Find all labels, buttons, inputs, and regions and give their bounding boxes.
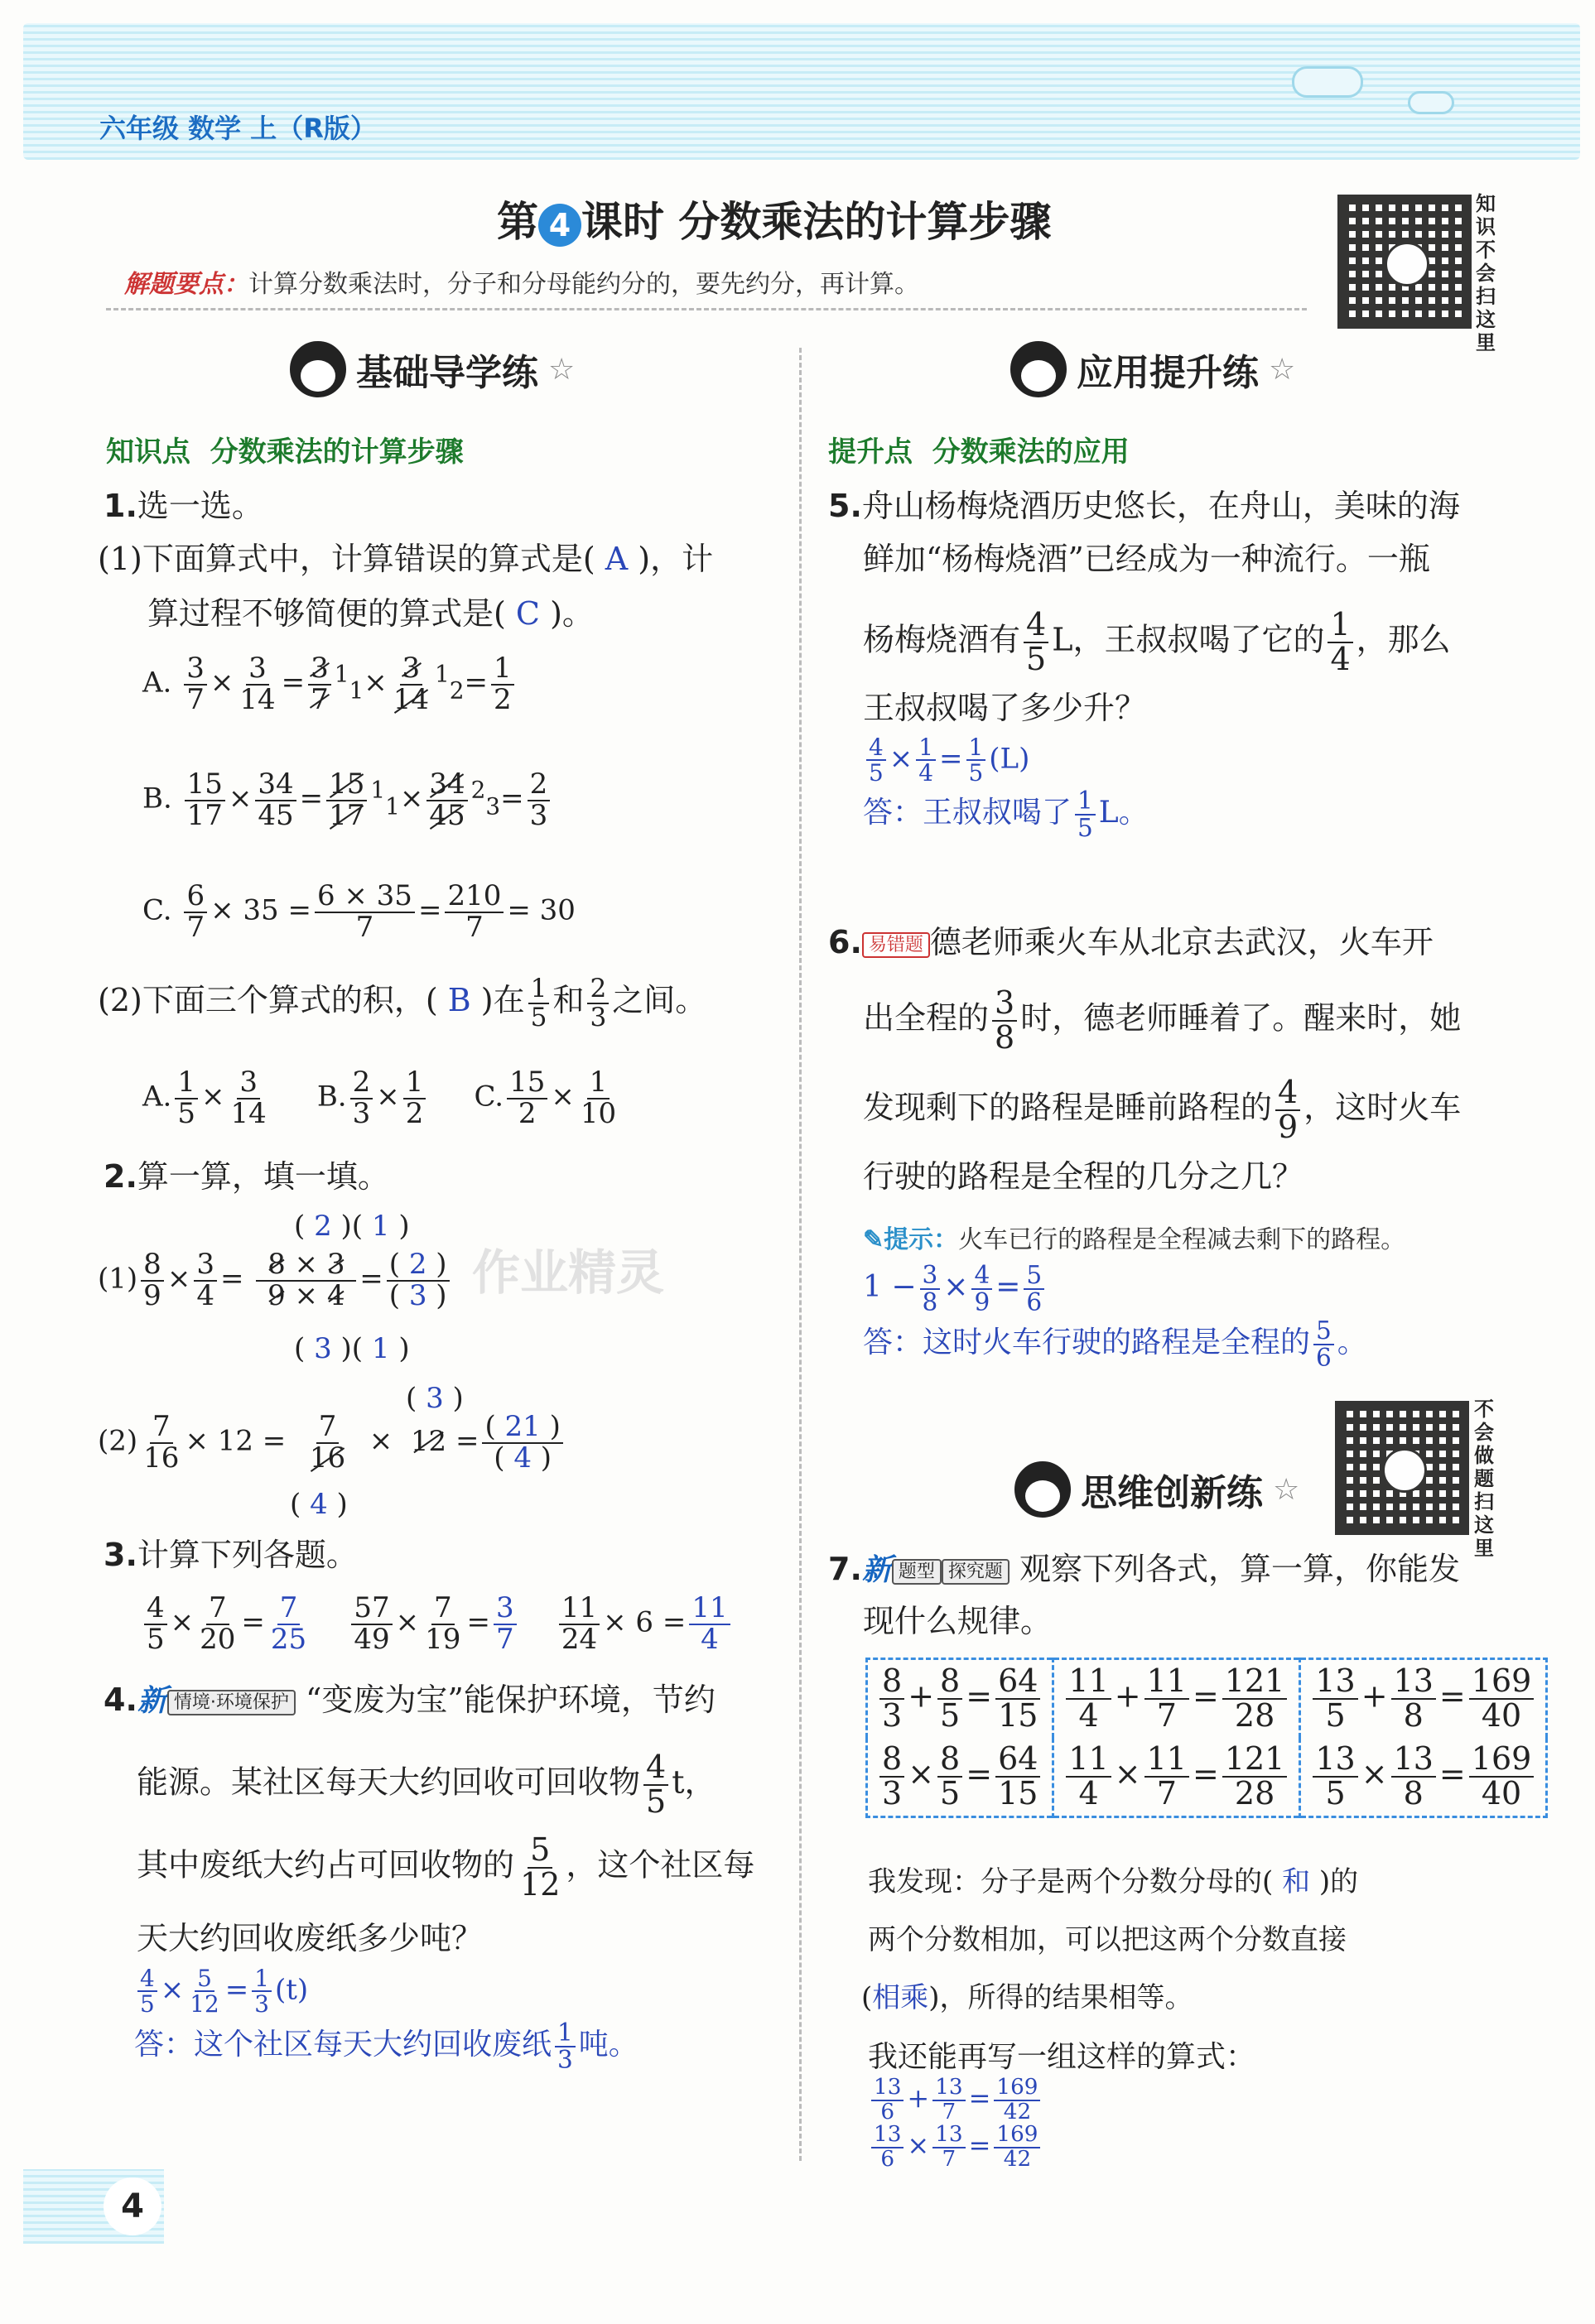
q6-line1: 6. 易错题 德老师乘火车从北京去武汉，火车开: [828, 924, 1434, 960]
q1-part2-options: A. $\frac{1}{5}$ × $\frac{3}{14}$ B. $\frac{2}{3}$ × $\frac{1}{2}$ C. $\frac{15}{2}$ × $\frac{1}{10}$: [142, 1066, 617, 1130]
watermark: 作业精灵: [472, 1244, 665, 1301]
star-icon: ☆: [548, 352, 576, 387]
q1-option-c: C. $\frac{6}{7}$ × 35 = $\frac{6 \times 35}{7}$ = $\frac{210}{7}$ = 30: [142, 879, 576, 944]
star-icon: ☆: [1273, 1472, 1300, 1507]
q6-line4: 行驶的路程是全程的几分之几？: [863, 1158, 1304, 1195]
header-divider: [106, 308, 1307, 310]
q2-1-expression: (1) $\frac{8}{9}$ × $\frac{3}{4}$ = $\frac{8 \times 3}{9 \times 4}$ = $\frac{( 2 )}{( 3 )}$: [98, 1250, 453, 1311]
q7-pattern-table: [865, 1658, 1548, 1818]
q6-answer-calc: 1 − $\frac{3}{8}$ × $\frac{4}{9}$ = $\frac{5}{6}$: [863, 1263, 1048, 1316]
improve-point: 提升点 分数乘法的应用: [828, 435, 1130, 469]
section-header-innovation: 思维创新练 ☆: [1014, 1461, 1299, 1518]
q4-line1: 4.新 情境·环境保护 “变废为宝”能保护环境，节约: [104, 1682, 716, 1718]
q4-line3: 其中废纸大约占可回收物的 $\frac{5}{12}$ ，这个社区每: [137, 1831, 755, 1903]
mascot-icon: [1014, 1461, 1071, 1518]
q5-line2: 鲜加“杨梅烧酒”已经成为一种流行。一瓶: [863, 541, 1430, 577]
q5-answer-calc: $\frac{4}{5}$ × $\frac{1}{4}$ = $\frac{1}{5}$ (L): [863, 735, 1029, 786]
q4-tag: 情境·环境保护: [167, 1690, 296, 1716]
mascot-icon: [1010, 341, 1067, 397]
q1-option-b: B. $\frac{15}{17}$ × $\frac{34}{45}$ = $\frac{15}{17}$ $^1_1$× $\frac{34}{45}$ $^2_3$= $\frac{2}{3}$: [142, 770, 553, 830]
q5-line4: 王叔叔喝了多少升？: [863, 690, 1147, 726]
q6-hint: ✎提示：火车已行的路程是全程减去剩下的路程。: [863, 1225, 1406, 1254]
q7-cell: $\frac{8}{3}$ + $\frac{8}{5}$ = $\frac{64}{15}$: [867, 1659, 1053, 1738]
q7-line2: 现什么规律。: [863, 1603, 1053, 1639]
lesson-number-badge: 4: [538, 204, 581, 247]
q7-finding-line3: (相乘)，所得的结果相等。: [861, 1981, 1193, 2014]
q2-stem: 2.算一算，填一填。: [104, 1158, 389, 1195]
section-header-basic: 基础导学练 ☆: [290, 341, 575, 397]
q7-finding-line1: 我发现：分子是两个分数分母的( 和 )的: [868, 1865, 1359, 1898]
q1-part2: (2)下面三个算式的积，( B )在 $\frac{1}{5}$ 和 $\frac{2}{3}$ 之间。: [98, 974, 707, 1032]
q7-write-more: 我还能再写一组这样的算式：: [868, 2040, 1256, 2074]
page-title: 第 4 课时 分数乘法的计算步骤: [497, 198, 1052, 246]
new-badge: 新: [861, 1552, 892, 1587]
q5-answer-text: 答：王叔叔喝了 $\frac{1}{5}$ L。: [863, 787, 1149, 842]
q7-cell: $\frac{13}{5}$ × $\frac{13}{8}$ = $\frac{169}{40}$: [1300, 1738, 1547, 1816]
q5-line1: 5.舟山杨梅烧酒历史悠长，在舟山，美味的海: [828, 488, 1460, 524]
q5-line3: 杨梅烧酒有 $\frac{4}{5}$ L，王叔叔喝了它的 $\frac{1}{4}$ ，那么: [863, 606, 1451, 677]
q4-answer-calc: $\frac{4}{5}$ × $\frac{5}{12}$ = $\frac{1}{3}$ (t): [134, 1966, 308, 2017]
q1-part1-line2: 算过程不够简便的算式是( C )。: [147, 595, 594, 632]
q7-cell: $\frac{13}{5}$ + $\frac{13}{8}$ = $\frac{169}{40}$: [1300, 1659, 1547, 1738]
q2-2-top-blank: ( 3 ): [406, 1382, 464, 1415]
q2-2-expression: (2) $\frac{7}{16}$ × 12 = $\frac{7}{16}$ × 12 = $\frac{( 21 )}{( 4 )}$: [98, 1412, 566, 1473]
q7-line1: 7.新 题型 探究题 观察下列各式，算一算，你能发: [828, 1551, 1461, 1587]
q2-1-top-blanks: ( 2 )( 1 ): [294, 1210, 410, 1243]
new-badge: 新: [137, 1683, 167, 1718]
cloud-decoration: [1292, 66, 1363, 98]
column-divider: [799, 348, 802, 2161]
section-header-applied: 应用提升练 ☆: [1010, 341, 1295, 397]
star-icon: ☆: [1269, 352, 1296, 387]
hint-icon: ✎: [863, 1225, 884, 1254]
q7-extra-product: $\frac{13}{6}$ × $\frac{13}{7}$ = $\frac{169}{42}$: [868, 2124, 1043, 2171]
q1-answer-a: A: [605, 541, 629, 577]
q7-cell: $\frac{11}{4}$ + $\frac{11}{7}$ = $\frac{121}{28}$: [1053, 1659, 1300, 1738]
q1-answer-c: B: [447, 982, 471, 1019]
qr-code-icon[interactable]: [1337, 195, 1472, 329]
qr-code-icon[interactable]: [1335, 1401, 1469, 1535]
q6-tag: 易错题: [862, 932, 930, 959]
q3-expressions: $\frac{4}{5}$ × $\frac{7}{20}$ = $\frac{7}{25}$ $\frac{57}{49}$ × $\frac{7}{19}$ = $\frac{3}{7}$ $\frac{11}{24}$ × 6 = $\frac{11}{4}$: [141, 1594, 734, 1654]
mascot-icon: [290, 341, 346, 397]
grade-label: 六年级 数学 上（R版）: [99, 113, 377, 144]
q6-answer-text: 答：这时火车行驶的路程是全程的 $\frac{5}{6}$ 。: [863, 1316, 1367, 1372]
knowledge-point: 知识点 分数乘法的计算步骤: [106, 435, 464, 469]
q1-answer-b: C: [515, 595, 540, 632]
qr-side-text: 知识不会扫这里: [1476, 192, 1496, 354]
tips-line: 解题要点：计算分数乘法时，分子和分母能约分的，要先约分，再计算。: [124, 270, 919, 299]
q7-cell: $\frac{8}{3}$ × $\frac{8}{5}$ = $\frac{64}{15}$: [867, 1738, 1053, 1816]
page-number: 4: [104, 2177, 161, 2235]
q1-option-a: A. $\frac{3}{7}$ × $\frac{3}{14}$ = $\frac{3}{7}$ $^1_1$× $\frac{3}{14}$ $^1_2$= $\frac{1}{2}$: [142, 654, 518, 715]
q4-line2: 能源。某社区每天大约回收可回收物 $\frac{4}{5}$ t，: [137, 1749, 716, 1820]
q2-2-bottom-blank: ( 4 ): [290, 1488, 348, 1521]
q7-extra-sum: $\frac{13}{6}$ + $\frac{13}{7}$ = $\frac{169}{42}$: [868, 2076, 1043, 2124]
q3-stem: 3.计算下列各题。: [104, 1537, 358, 1573]
qr2-side-text: 不会做题扫这里: [1474, 1398, 1494, 1560]
q4-line4: 天大约回收废纸多少吨？: [137, 1920, 484, 1956]
q6-line3: 发现剩下的路程是睡前路程的 $\frac{4}{9}$ ，这时火车: [863, 1074, 1462, 1145]
q4-answer-text: 答：这个社区每天大约回收废纸 $\frac{1}{3}$ 吨。: [134, 2018, 638, 2074]
q7-finding-line2: 两个分数相加，可以把这两个分数直接: [868, 1923, 1347, 1956]
q2-1-bottom-blanks: ( 3 )( 1 ): [294, 1332, 410, 1365]
q6-line2: 出全程的 $\frac{3}{8}$ 时，德老师睡着了。醒来时，她: [863, 984, 1462, 1056]
cloud-decoration: [1408, 91, 1454, 114]
q1-stem: 1.选一选。: [104, 488, 263, 524]
q1-part1-line1: (1)下面算式中，计算错误的算式是( A )，计: [98, 541, 714, 577]
q7-cell: $\frac{11}{4}$ × $\frac{11}{7}$ = $\frac{121}{28}$: [1053, 1738, 1300, 1816]
